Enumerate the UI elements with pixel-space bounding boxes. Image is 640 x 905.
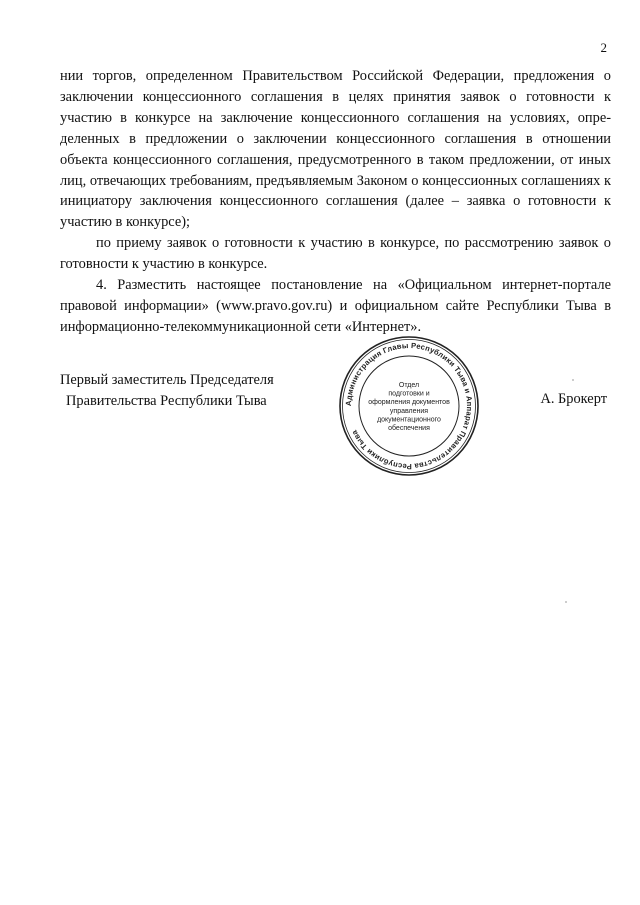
stamp-inner-line: обеспечения — [388, 425, 430, 432]
stamp-inner-line: Отдел — [398, 382, 420, 389]
scan-speck — [572, 379, 574, 381]
stamp-inner-line: подготовки и — [388, 390, 430, 398]
stamp-inner-line: управления — [389, 407, 429, 415]
paragraph-publication: 4. Разместить настоящее постановление на «Официальном интернет-портале правовой информации» (www.pravo.gov.ru) и официальном сайте Республики Тыва в информационно-телекоммуникационной сети «Интернет». — [60, 277, 611, 335]
signer-position-line-2: Правительства Республики Тыва — [66, 393, 267, 409]
signer-position-line-1: Первый заместитель Председателя — [60, 372, 274, 388]
document-body — [60, 66, 611, 338]
stamp-inner-text — [368, 382, 450, 432]
signer-name: А. Брокерт — [540, 391, 607, 407]
scan-speck — [565, 601, 567, 603]
stamp-outer-text-path: Администрация Главы Республики Тыва и Аппарат Правительства Республики Тыва — [343, 340, 475, 472]
paragraph-applications: по приему заявок о готовности к участию в конкурсе, по рассмотрению заявок о готовности к участию в конкурсе. — [60, 235, 611, 273]
page-number: 2 — [600, 40, 607, 55]
official-stamp — [337, 334, 481, 478]
stamp-inner-line: документационного — [377, 416, 441, 424]
paragraph-continuation: нии торгов, определенном Правительством Российской Федерации, предложения о заключении концессионного соглашения в целях принятия заявок о готовности к участию в конкурсе на заключение концессионного соглашения на условиях, определенных в предложении о заключении концессионного соглашения в отношении объекта концессионного соглашения, предусмотренного в таком предложении, от иных лиц, отвечающих требованиям, предъявляемым Законом о концессионных соглашениях к инициатору заключения концессионного соглашения (далее – заявка о готовности к участию в конкурсе); — [60, 68, 611, 231]
signature-position — [60, 370, 274, 412]
stamp-inner-line: оформления документов — [368, 399, 450, 407]
